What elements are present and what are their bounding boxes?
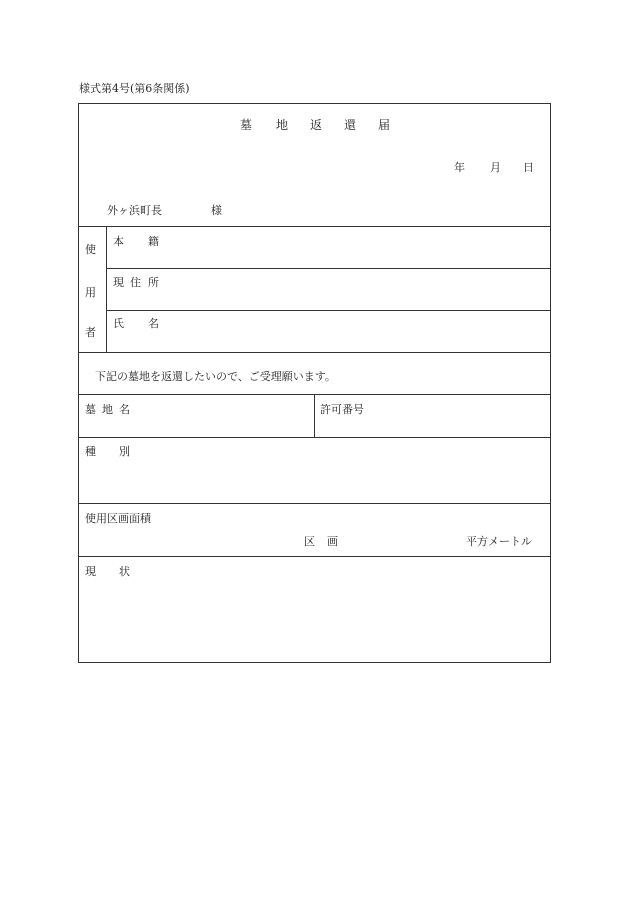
address-label: 住 — [130, 276, 141, 289]
date-year: 年 — [454, 161, 465, 174]
area-kaku: 画 — [327, 535, 338, 548]
applicant-side-label: 使 — [85, 243, 96, 256]
area-ku: 区 — [304, 535, 315, 548]
divider — [106, 268, 551, 269]
title-char: 還 — [344, 118, 357, 132]
honseki-label: 籍 — [148, 235, 159, 248]
permit-number-label: 許可番号 — [320, 403, 364, 416]
title-char: 返 — [310, 118, 323, 132]
date-day: 日 — [523, 161, 534, 174]
name-label: 名 — [148, 317, 159, 330]
divider — [106, 226, 107, 352]
category-label: 種 — [85, 445, 96, 458]
divider — [314, 394, 315, 437]
address-label: 所 — [148, 276, 159, 289]
cemetery-name-label: 地 — [102, 403, 113, 416]
statement: 下記の墓地を返還したいので、ご受理願います。 — [95, 370, 336, 383]
title-char: 墓 — [240, 118, 253, 132]
category-label: 別 — [119, 445, 130, 458]
addressee-office: 外ヶ浜町長 — [107, 204, 162, 217]
current-state-label: 現 — [85, 565, 96, 578]
name-label: 氏 — [113, 317, 124, 330]
date-month: 月 — [490, 161, 501, 174]
area-unit: 平方メートル — [466, 535, 532, 548]
divider — [78, 352, 551, 353]
cemetery-name-label: 墓 — [85, 403, 96, 416]
address-label: 現 — [113, 276, 124, 289]
current-state-label: 状 — [119, 565, 130, 578]
divider — [78, 437, 551, 438]
title-char: 届 — [378, 118, 391, 132]
area-label: 使用区画面積 — [85, 512, 151, 525]
honseki-label: 本 — [113, 235, 124, 248]
form-number: 様式第4号(第6条関係) — [79, 82, 190, 95]
divider — [106, 310, 551, 311]
applicant-side-label: 用 — [85, 286, 96, 299]
divider — [78, 226, 551, 227]
divider — [78, 503, 551, 504]
divider — [78, 556, 551, 557]
applicant-side-label: 者 — [85, 326, 96, 339]
addressee-honorific: 様 — [211, 204, 222, 217]
cemetery-name-label: 名 — [119, 403, 130, 416]
title-char: 地 — [276, 118, 289, 132]
